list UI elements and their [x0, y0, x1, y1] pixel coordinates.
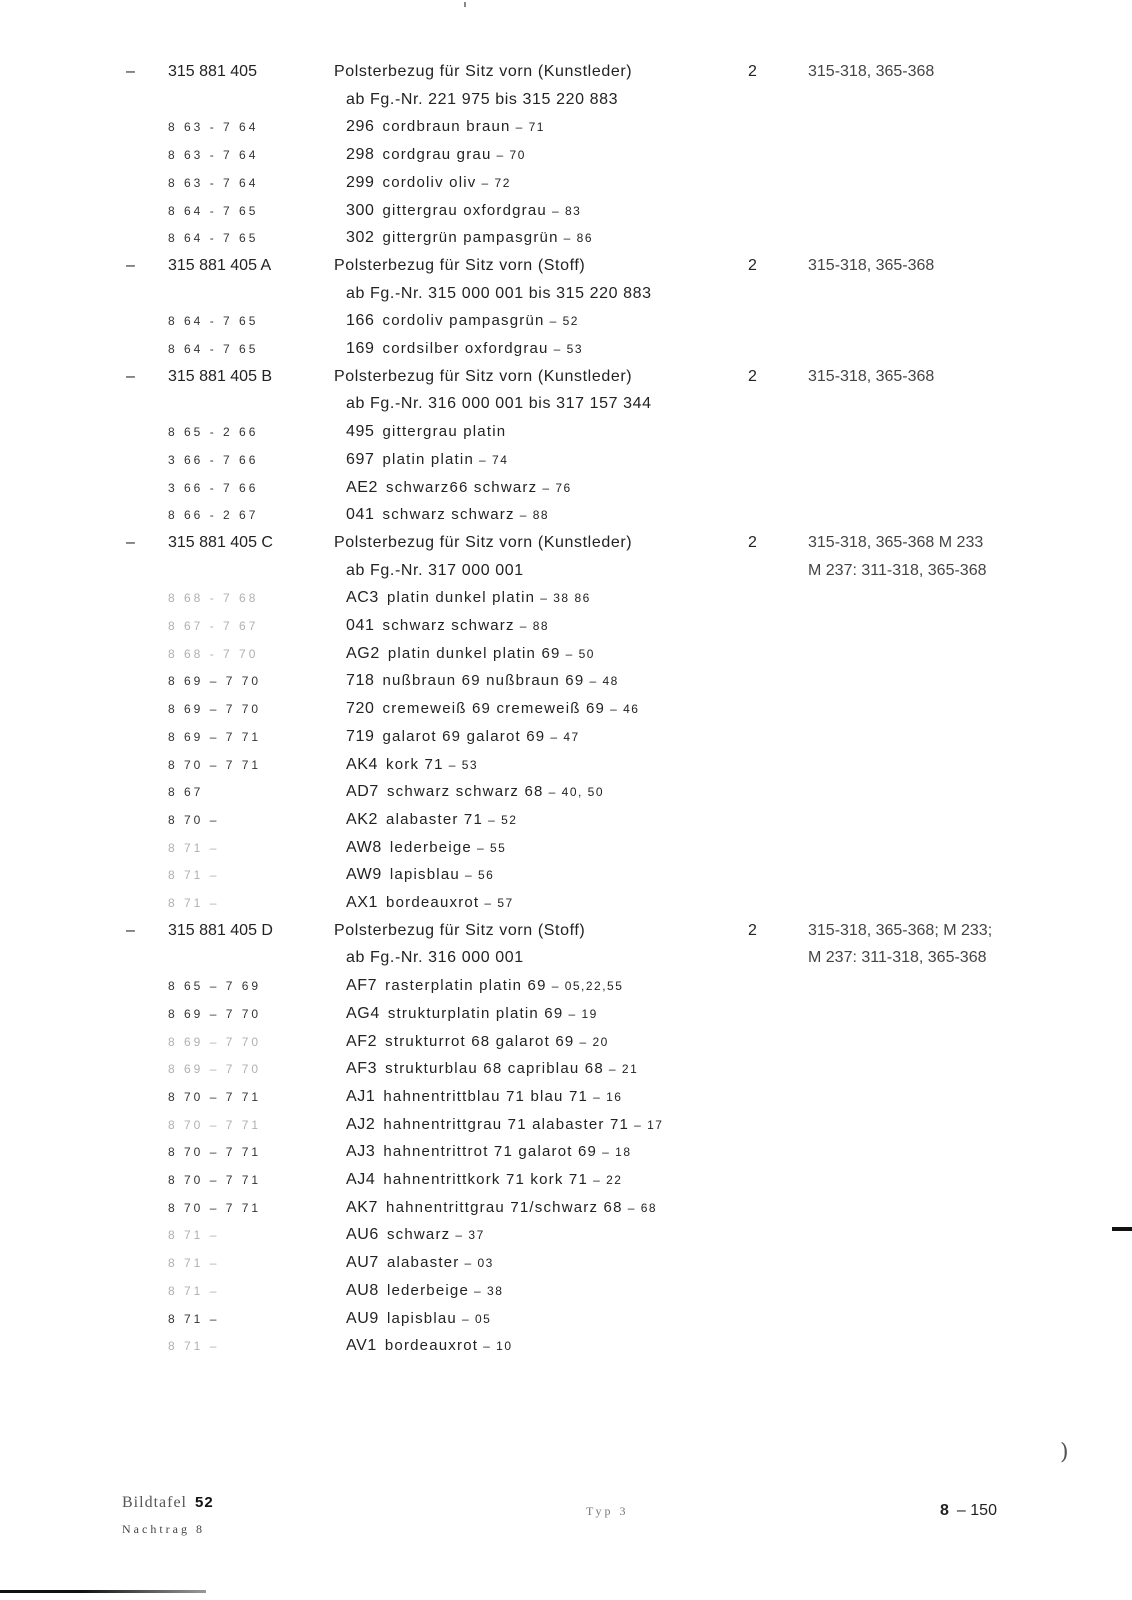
- scan-mark-right: [1112, 1227, 1132, 1231]
- color-variant-row: [0, 667, 1132, 695]
- part-reference: 315-318, 365-368: [808, 367, 935, 385]
- color-variant: [346, 889, 514, 917]
- color-variant-row: [0, 1000, 1132, 1028]
- page-group: 8: [940, 1502, 949, 1519]
- color-number: – 50: [565, 646, 595, 661]
- color-code: AU7: [346, 1254, 379, 1272]
- color-variant-row: [0, 1028, 1132, 1056]
- color-code: AF7: [346, 977, 378, 995]
- color-number: – 18: [602, 1145, 632, 1160]
- color-name: gittergrau platin: [382, 423, 507, 441]
- color-number: – 05,22,55: [551, 979, 624, 994]
- validity-date: 8 70 – 7 71: [168, 1089, 262, 1104]
- color-name: alabaster: [386, 1254, 460, 1272]
- color-variant: [346, 1028, 609, 1056]
- color-variant: [346, 224, 593, 252]
- part-description: Polsterbezug für Sitz vorn (Kunstleder): [334, 533, 633, 551]
- color-variant: [346, 1194, 657, 1222]
- color-number: – 47: [550, 729, 580, 744]
- color-variant: [346, 1138, 632, 1166]
- part-group-chassis-range: [0, 557, 1132, 585]
- color-number: – 46: [610, 702, 640, 717]
- part-number: 315 881 405 D: [168, 921, 273, 939]
- color-name: schwarz66 schwarz: [386, 478, 538, 496]
- color-name: strukturplatin platin 69: [387, 1004, 564, 1022]
- validity-date: 8 69 – 7 70: [168, 674, 262, 689]
- color-name: cordgrau grau: [382, 146, 492, 164]
- validity-date: 8 69 – 7 71: [168, 729, 262, 744]
- color-name: lederbeige: [386, 1281, 469, 1299]
- color-code: 720: [346, 700, 375, 718]
- color-variant: [346, 972, 623, 1000]
- color-code: AE2: [346, 478, 379, 496]
- color-variant: [346, 446, 508, 474]
- color-variant-row: [0, 612, 1132, 640]
- chassis-range: ab Fg.-Nr. 317 000 001: [346, 561, 524, 579]
- color-number: – 88: [519, 619, 550, 633]
- color-number: – 74: [479, 452, 509, 467]
- color-variant-row: [0, 640, 1132, 668]
- color-variant: [346, 169, 511, 197]
- validity-date: 8 71 –: [168, 1311, 220, 1326]
- color-variant: [346, 1083, 622, 1111]
- part-number: 315 881 405 A: [168, 256, 272, 274]
- part-description: Polsterbezug für Sitz vorn (Stoff): [334, 921, 586, 939]
- color-number: – 40, 50: [548, 785, 605, 800]
- color-variant: [346, 1111, 663, 1139]
- color-number: – 70: [496, 148, 526, 163]
- color-variant: [346, 474, 572, 502]
- color-variant-row: [0, 1332, 1132, 1360]
- color-variant-row: [0, 1194, 1132, 1222]
- color-name: cordsilber oxfordgrau: [382, 340, 549, 357]
- color-name: gittergrau oxfordgrau: [382, 201, 547, 219]
- color-variant-row: [0, 1083, 1132, 1111]
- color-number: – 68: [627, 1200, 658, 1215]
- color-name: platin dunkel platin 69: [387, 644, 561, 662]
- color-number: – 52: [488, 812, 518, 827]
- color-code: 697: [346, 450, 375, 468]
- validity-date: 8 70 – 7 71: [168, 1200, 262, 1215]
- color-name: alabaster 71: [386, 810, 484, 828]
- color-code: AW8: [346, 838, 382, 856]
- color-number: – 83: [552, 203, 582, 218]
- scan-mark-top: [464, 2, 466, 7]
- color-name: hahnentrittrot 71 galarot 69: [383, 1143, 598, 1161]
- validity-date: 8 70 – 7 71: [168, 1117, 262, 1132]
- validity-date: 8 70 – 7 71: [168, 757, 262, 772]
- color-variant-row: [0, 834, 1132, 862]
- color-number: – 16: [593, 1089, 623, 1104]
- validity-date: 8 64 - 7 65: [168, 314, 259, 329]
- color-variant-row: [0, 806, 1132, 834]
- color-number: – 10: [483, 1339, 513, 1354]
- color-name: galarot 69 galarot 69: [382, 727, 546, 745]
- part-group-chassis-range: [0, 390, 1132, 418]
- part-group-chassis-range: [0, 944, 1132, 972]
- color-code: AJ1: [346, 1087, 376, 1105]
- color-number: – 53: [553, 342, 584, 356]
- group-dash: –: [126, 63, 135, 80]
- color-variant: [346, 113, 545, 141]
- color-code: 300: [346, 201, 375, 219]
- color-name: lederbeige: [389, 838, 472, 856]
- part-number: 315 881 405: [168, 63, 257, 80]
- part-description: Polsterbezug für Sitz vorn (Stoff): [334, 256, 586, 274]
- color-code: AK2: [346, 810, 379, 828]
- color-name: schwarz schwarz 68: [386, 783, 544, 801]
- color-name: strukturrot 68 galarot 69: [385, 1032, 575, 1050]
- color-variant: [346, 335, 583, 363]
- color-name: bordeauxrot: [384, 1337, 479, 1355]
- validity-date: 3 66 - 7 66: [168, 480, 259, 495]
- color-variant: [346, 1249, 494, 1277]
- validity-date: 8 71 –: [168, 1256, 220, 1271]
- part-number: 315 881 405 C: [168, 533, 273, 551]
- color-variant: [346, 1305, 491, 1333]
- color-variant-row: [0, 889, 1132, 917]
- color-code: 296: [346, 118, 375, 136]
- color-name: rasterplatin platin 69: [385, 977, 547, 995]
- color-code: 719: [346, 727, 375, 745]
- bildtafel-number: 52: [194, 1494, 214, 1511]
- color-variant: [346, 197, 581, 225]
- validity-date: 8 71 –: [168, 1228, 220, 1243]
- color-name: bordeauxrot: [386, 894, 480, 911]
- color-variant: [346, 1332, 513, 1360]
- color-variant-row: [0, 723, 1132, 751]
- color-variant-row: [0, 141, 1132, 169]
- validity-date: 8 71 –: [168, 1283, 220, 1298]
- color-variant-row: [0, 113, 1132, 141]
- color-number: – 38 86: [540, 591, 591, 606]
- validity-date: 8 68 - 7 68: [168, 591, 259, 606]
- color-variant-row: [0, 778, 1132, 806]
- color-name: hahnentrittkork 71 kork 71: [383, 1171, 589, 1188]
- color-variant: [346, 307, 579, 335]
- color-name: nußbraun 69 nußbraun 69: [382, 672, 585, 690]
- color-variant-row: [0, 1277, 1132, 1305]
- color-name: schwarz schwarz: [382, 617, 515, 634]
- color-number: – 03: [464, 1256, 494, 1271]
- color-code: AK7: [346, 1198, 379, 1216]
- color-code: AU6: [346, 1226, 379, 1244]
- part-reference: 315-318, 365-368: [808, 256, 935, 274]
- color-code: 302: [346, 229, 375, 247]
- validity-date: 8 64 - 7 65: [168, 231, 259, 246]
- color-number: – 48: [589, 674, 619, 689]
- color-code: 718: [346, 672, 375, 690]
- color-variant: [346, 612, 549, 640]
- color-variant-row: [0, 474, 1132, 502]
- color-code: AX1: [346, 894, 379, 911]
- validity-date: 8 67: [168, 785, 204, 800]
- color-variant-row: [0, 972, 1132, 1000]
- part-group-chassis-range: [0, 86, 1132, 114]
- group-dash: –: [126, 256, 135, 274]
- color-variant: [346, 806, 517, 834]
- color-variant: [346, 418, 506, 446]
- footer-typ: Typ 3: [586, 1504, 629, 1518]
- color-code: 298: [346, 146, 375, 164]
- color-variant-row: [0, 861, 1132, 889]
- color-variant-row: [0, 1221, 1132, 1249]
- color-code: AD7: [346, 783, 379, 801]
- color-variant: [346, 1055, 638, 1083]
- validity-date: 8 71 –: [168, 840, 220, 855]
- color-name: cordoliv oliv: [382, 173, 477, 191]
- footer-bildtafel: [122, 1494, 214, 1512]
- color-variant-row: [0, 307, 1132, 335]
- part-description: Polsterbezug für Sitz vorn (Kunstleder): [334, 367, 633, 385]
- scan-mark-bottom: [0, 1590, 206, 1593]
- color-code: AV1: [346, 1337, 377, 1355]
- color-variant: [346, 640, 595, 668]
- color-variant-row: [0, 1138, 1132, 1166]
- color-variant-row: [0, 695, 1132, 723]
- color-code: AU8: [346, 1281, 379, 1299]
- color-number: – 05: [462, 1311, 492, 1326]
- color-number: – 37: [455, 1228, 485, 1243]
- validity-date: 8 65 – 7 69: [168, 979, 262, 994]
- color-variant: [346, 501, 549, 529]
- color-code: 169: [346, 340, 375, 357]
- color-name: hahnentrittblau 71 blau 71: [383, 1087, 589, 1105]
- color-name: platin platin: [382, 450, 474, 468]
- color-variant-row: [0, 501, 1132, 529]
- color-number: – 86: [563, 231, 594, 246]
- color-variant-row: [0, 224, 1132, 252]
- color-name: lapisblau: [386, 1309, 457, 1327]
- validity-date: 8 63 - 7 64: [168, 175, 259, 190]
- color-code: AJ2: [346, 1115, 376, 1133]
- color-number: – 17: [634, 1117, 664, 1132]
- part-reference-2: M 237: 311-318, 365-368: [808, 561, 987, 579]
- part-group-chassis-range: [0, 280, 1132, 308]
- color-variant-row: [0, 446, 1132, 474]
- part-quantity: 2: [748, 533, 757, 551]
- color-variant-row: [0, 335, 1132, 363]
- color-variant-row: [0, 1166, 1132, 1194]
- color-number: – 22: [593, 1173, 623, 1187]
- color-number: – 57: [484, 896, 514, 910]
- color-code: AG4: [346, 1004, 380, 1022]
- color-variant-row: [0, 1249, 1132, 1277]
- color-name: kork 71: [386, 755, 444, 773]
- color-variant: [346, 1221, 485, 1249]
- color-number: – 71: [515, 120, 545, 135]
- part-number: 315 881 405 B: [168, 367, 273, 385]
- scan-mark-curve: ): [1060, 1440, 1069, 1465]
- validity-date: 8 70 – 7 71: [168, 1173, 262, 1187]
- color-code: AU9: [346, 1309, 379, 1327]
- group-dash: –: [126, 367, 135, 385]
- color-number: – 55: [477, 840, 507, 855]
- color-name: gittergrün pampasgrün: [382, 229, 559, 247]
- color-variant-row: [0, 751, 1132, 779]
- color-number: – 21: [608, 1062, 639, 1077]
- color-variant: [346, 141, 526, 169]
- color-name: hahnentrittgrau 71 alabaster 71: [383, 1115, 630, 1133]
- chassis-range: ab Fg.-Nr. 221 975 bis 315 220 883: [346, 90, 619, 108]
- part-quantity: 2: [748, 367, 757, 385]
- part-reference: 315-318, 365-368: [808, 63, 935, 80]
- validity-date: 8 66 - 2 67: [168, 508, 259, 523]
- color-name: cremeweiß 69 cremeweiß 69: [382, 700, 606, 718]
- color-variant-row: [0, 197, 1132, 225]
- color-number: – 38: [474, 1283, 504, 1298]
- validity-date: 8 63 - 7 64: [168, 120, 259, 135]
- part-quantity: 2: [748, 256, 757, 274]
- chassis-range: ab Fg.-Nr. 316 000 001: [346, 949, 524, 967]
- color-number: – 20: [579, 1034, 609, 1049]
- group-dash: –: [126, 533, 135, 551]
- part-group-header: [0, 363, 1132, 391]
- color-variant-row: [0, 169, 1132, 197]
- part-group-header: [0, 529, 1132, 557]
- page-number: 150: [970, 1502, 997, 1519]
- chassis-range: ab Fg.-Nr. 316 000 001 bis 317 157 344: [346, 395, 652, 413]
- color-variant: [346, 1166, 622, 1194]
- color-variant: [346, 723, 580, 751]
- footer-nachtrag: Nachtrag 8: [122, 1522, 205, 1536]
- page-separator: –: [956, 1502, 966, 1519]
- color-name: hahnentrittgrau 71/schwarz 68: [386, 1198, 623, 1216]
- color-number: – 52: [549, 314, 579, 329]
- validity-date: 8 71 –: [168, 868, 220, 883]
- color-code: AG2: [346, 644, 380, 662]
- color-variant-row: [0, 1055, 1132, 1083]
- color-code: AW9: [346, 866, 382, 884]
- color-name: schwarz schwarz: [382, 506, 515, 524]
- color-number: – 56: [464, 868, 495, 883]
- color-variant: [346, 834, 506, 862]
- color-number: – 88: [519, 508, 550, 523]
- color-code: 041: [346, 617, 375, 634]
- part-quantity: 2: [748, 63, 757, 80]
- group-dash: –: [126, 921, 135, 939]
- validity-date: 8 69 – 7 70: [168, 1062, 262, 1077]
- validity-date: 8 70 – 7 71: [168, 1145, 262, 1160]
- part-group-header: [0, 252, 1132, 280]
- part-quantity: 2: [748, 921, 757, 939]
- color-variant: [346, 695, 639, 723]
- validity-date: 8 69 – 7 70: [168, 1006, 262, 1021]
- color-variant: [346, 584, 591, 612]
- color-code: 299: [346, 173, 375, 191]
- color-variant-row: [0, 1111, 1132, 1139]
- validity-date: 8 71 –: [168, 1339, 220, 1354]
- color-number: – 72: [481, 175, 511, 190]
- color-variant: [346, 861, 494, 889]
- color-name: cordbraun braun: [382, 118, 511, 136]
- part-reference-2: M 237: 311-318, 365-368: [808, 949, 987, 967]
- color-name: cordoliv pampasgrün: [382, 312, 545, 330]
- color-variant: [346, 778, 604, 806]
- color-variant-row: [0, 584, 1132, 612]
- validity-date: 8 69 – 7 70: [168, 702, 262, 717]
- color-variant-row: [0, 418, 1132, 446]
- color-code: AK4: [346, 755, 379, 773]
- validity-date: 8 64 - 7 65: [168, 203, 259, 218]
- color-name: platin dunkel platin: [386, 589, 536, 607]
- color-code: AJ4: [346, 1171, 376, 1188]
- validity-date: 8 69 – 7 70: [168, 1034, 262, 1049]
- validity-date: 8 70 –: [168, 812, 220, 827]
- color-variant: [346, 1000, 598, 1028]
- color-code: AJ3: [346, 1143, 376, 1161]
- validity-date: 8 65 - 2 66: [168, 425, 259, 440]
- color-name: schwarz: [386, 1226, 451, 1244]
- part-group-header: [0, 58, 1132, 86]
- color-variant: [346, 1277, 503, 1305]
- part-reference: 315-318, 365-368; M 233;: [808, 921, 993, 939]
- color-name: strukturblau 68 capriblau 68: [385, 1060, 604, 1078]
- part-group-header: [0, 917, 1132, 945]
- validity-date: 3 66 - 7 66: [168, 452, 259, 467]
- color-code: AF2: [346, 1032, 378, 1050]
- chassis-range: ab Fg.-Nr. 315 000 001 bis 315 220 883: [346, 284, 652, 302]
- validity-date: 8 67 - 7 67: [168, 619, 259, 633]
- color-code: AC3: [346, 589, 379, 607]
- color-variant-row: [0, 1305, 1132, 1333]
- color-code: 495: [346, 423, 375, 441]
- color-number: – 76: [542, 480, 572, 495]
- color-variant: [346, 667, 619, 695]
- validity-date: 8 63 - 7 64: [168, 148, 259, 163]
- color-code: 166: [346, 312, 375, 330]
- color-number: – 19: [568, 1006, 598, 1021]
- color-code: 041: [346, 506, 375, 524]
- validity-date: 8 68 - 7 70: [168, 646, 259, 661]
- part-description: Polsterbezug für Sitz vorn (Kunstleder): [334, 63, 633, 80]
- bildtafel-label: Bildtafel: [122, 1494, 187, 1511]
- validity-date: 8 71 –: [168, 896, 220, 910]
- color-variant: [346, 751, 478, 779]
- color-name: lapisblau: [389, 866, 460, 884]
- color-number: – 53: [448, 757, 479, 772]
- color-code: AF3: [346, 1060, 378, 1078]
- part-reference: 315-318, 365-368 M 233: [808, 533, 984, 551]
- footer-page-number: [940, 1502, 997, 1520]
- validity-date: 8 64 - 7 65: [168, 342, 259, 356]
